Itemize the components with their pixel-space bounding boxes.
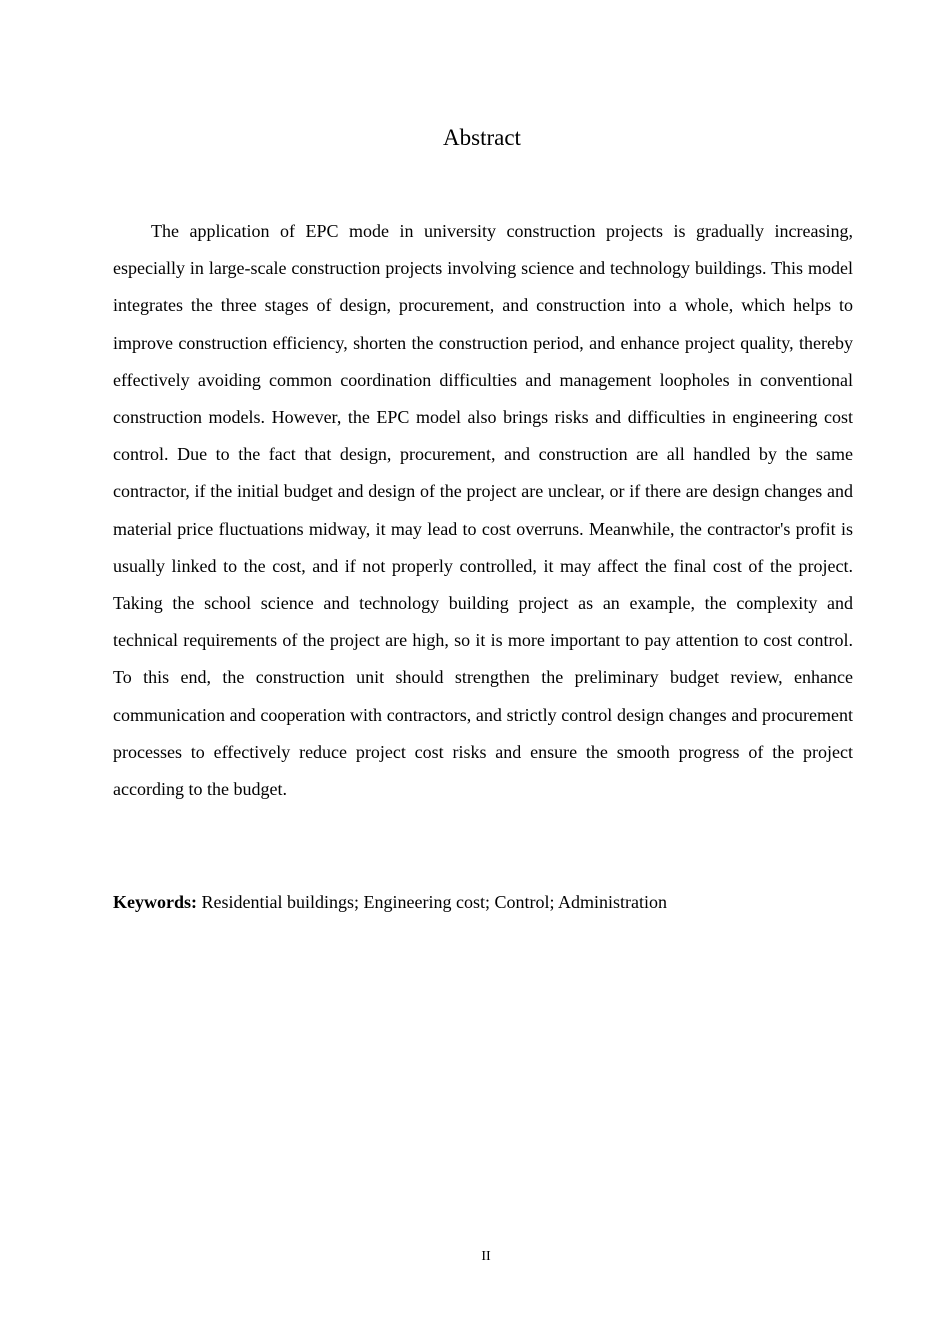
keywords-line [113,886,853,918]
abstract-paragraph: The application of EPC mode in university construction projects is gradually increasing, especially in large-scale construction projects involving science and technology buildings. This model integrates the three stages of design, procurement, and construction into a whole, which helps to improve construction efficiency, shorten the construction period, and enhance project quality, thereby effectively avoiding common coordination difficulties and management loopholes in conventional construction models. However, the EPC model also brings risks and difficulties in engineering cost control. Due to the fact that design, procurement, and construction are all handled by the same contractor, if the initial budget and design of the project are unclear, or if there are design changes and material price fluctuations midway, it may lead to cost overruns. Meanwhile, the contractor's profit is usually linked to the cost, and if not properly controlled, it may affect the final cost of the project. Taking the school science and technology building project as an example, the complexity and technical requirements of the project are high, so it is more important to pay attention to cost control. To this end, the construction unit should strengthen the preliminary budget review, enhance communication and cooperation with contractors, and strictly control design changes and procurement processes to effectively reduce project cost risks and ensure the smooth progress of the project according to the budget. [113,221,853,800]
page-title: Abstract [443,125,521,150]
keywords-label: Keywords: [113,892,197,912]
keywords-text: Residential buildings; Engineering cost; Control; Administration [197,892,667,912]
page-number: II [481,1249,491,1264]
